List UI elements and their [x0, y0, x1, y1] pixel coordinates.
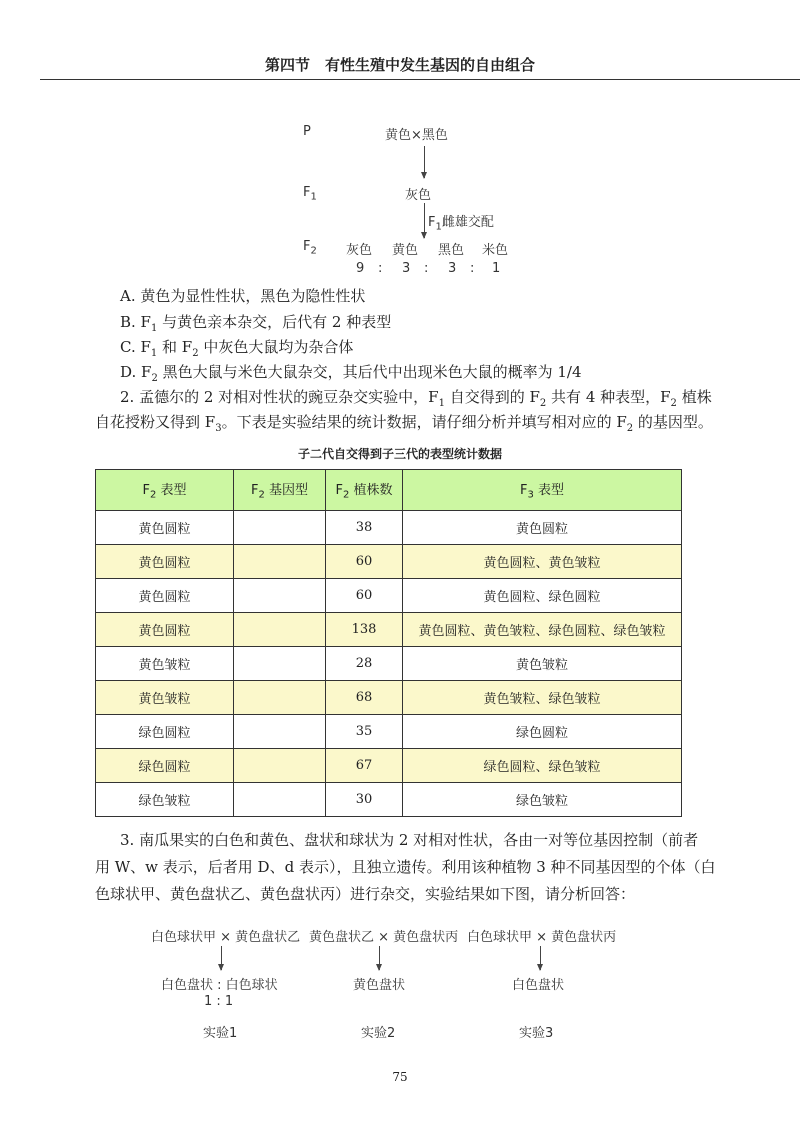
table-row	[96, 545, 682, 579]
genotype-cell	[234, 511, 326, 545]
ratio-value: 3	[402, 261, 411, 276]
count-cell: 28	[326, 647, 403, 681]
column-header: $F_3$ 表型	[403, 470, 682, 511]
f3-cell: 黄色圆粒	[403, 511, 682, 545]
table-row	[96, 715, 682, 749]
experiment-1-cross: 白色球状甲 × 黄色盘状乙	[151, 930, 301, 945]
table-header-row	[96, 470, 682, 511]
experiment-2-cross: 黄色盘状乙 × 黄色盘状丙	[309, 930, 459, 945]
experiment-3-label: 实验3	[519, 1026, 554, 1041]
genotype-cell	[234, 613, 326, 647]
count-cell: 60	[326, 579, 403, 613]
count-cell: 38	[326, 511, 403, 545]
experiment-2-result: 黄色盘状	[353, 978, 406, 993]
arrow-down-icon	[424, 146, 425, 178]
experiment-3-cross: 白色球状甲 × 黄色盘状丙	[467, 930, 617, 945]
phenotype-cell: 黄色圆粒	[96, 579, 234, 613]
f3-cell: 黄色皱粒	[403, 647, 682, 681]
f1-cross-note: $F_1$雌雄交配	[428, 215, 494, 233]
f3-cell: 绿色圆粒、绿色皱粒	[403, 749, 682, 783]
p-label: P	[303, 124, 311, 139]
genotype-cell	[234, 545, 326, 579]
genotype-cell	[234, 783, 326, 817]
arrow-down-icon	[540, 946, 541, 970]
ratio-sep: :	[378, 261, 383, 276]
arrow-down-icon	[424, 203, 425, 238]
q3-line3: 色球状甲、黄色盘状乙、黄色盘状丙）进行杂交，实验结果如下图，请分析回答：	[95, 885, 636, 903]
ratio-sep: :	[470, 261, 475, 276]
count-cell: 60	[326, 545, 403, 579]
q2-line2: 自花授粉又得到 $F_3$。下表是实验结果的统计数据，请仔细分析并填写相对应的 $F_2$ 的基因型。	[95, 413, 713, 434]
ratio-sep: :	[424, 261, 429, 276]
header-divider	[40, 79, 800, 80]
ratio-value: 3	[448, 261, 457, 276]
genotype-cell	[234, 579, 326, 613]
ratio-value: 9	[356, 261, 365, 276]
table-row	[96, 579, 682, 613]
f2-phenotype: 黄色	[392, 243, 419, 258]
q3-line1: 3. 南瓜果实的白色和黄色、盘状和球状为 2 对相对性状，各由一对等位基因控制（前者	[120, 831, 699, 849]
page-number: 75	[392, 1070, 408, 1084]
experiment-1-ratio: 1 : 1	[204, 994, 234, 1009]
table-row	[96, 749, 682, 783]
data-table	[95, 469, 682, 817]
f2-phenotype: 米色	[482, 243, 509, 258]
experiment-2-label: 实验2	[361, 1026, 396, 1041]
f1-label: $F_1$	[303, 185, 317, 203]
phenotype-cell: 黄色圆粒	[96, 511, 234, 545]
f2-phenotype: 黑色	[438, 243, 465, 258]
phenotype-cell: 黄色皱粒	[96, 647, 234, 681]
table-row	[96, 681, 682, 715]
f3-cell: 黄色圆粒、绿色圆粒	[403, 579, 682, 613]
f1-result: 灰色	[405, 188, 432, 203]
arrow-down-icon	[379, 946, 380, 970]
column-header: $F_2$ 表型	[96, 470, 234, 511]
count-cell: 68	[326, 681, 403, 715]
column-header: $F_2$ 基因型	[234, 470, 326, 511]
experiment-1-result: 白色盘状 : 白色球状	[161, 978, 278, 993]
phenotype-cell: 黄色圆粒	[96, 613, 234, 647]
experiment-3-result: 白色盘状	[512, 978, 565, 993]
experiment-1-label: 实验1	[203, 1026, 238, 1041]
q3-line2: 用 W、w 表示，后者用 D、d 表示），且独立遗传。利用该种植物 3 种不同基因型的个体（白	[95, 858, 716, 876]
f2-label: $F_2$	[303, 239, 317, 257]
phenotype-cell: 绿色皱粒	[96, 783, 234, 817]
f3-cell: 黄色皱粒、绿色皱粒	[403, 681, 682, 715]
option-a: A. 黄色为显性性状，黑色为隐性性状	[120, 287, 366, 305]
count-cell: 138	[326, 613, 403, 647]
running-header: 第四节 有性生殖中发生基因的自由组合	[264, 56, 535, 74]
f3-cell: 绿色圆粒	[403, 715, 682, 749]
column-header: $F_2$ 植株数	[326, 470, 403, 511]
ratio-value: 1	[492, 261, 501, 276]
f3-cell: 绿色皱粒	[403, 783, 682, 817]
table-row	[96, 511, 682, 545]
arrow-down-icon	[221, 946, 222, 970]
genotype-cell	[234, 647, 326, 681]
f2-phenotype: 灰色	[346, 243, 373, 258]
genotype-cell	[234, 749, 326, 783]
phenotype-cell: 绿色圆粒	[96, 749, 234, 783]
table-title: 子二代自交得到子三代的表型统计数据	[297, 447, 502, 461]
count-cell: 67	[326, 749, 403, 783]
count-cell: 35	[326, 715, 403, 749]
phenotype-cell: 绿色圆粒	[96, 715, 234, 749]
count-cell: 30	[326, 783, 403, 817]
option-d: D. $F_2$ 黑色大鼠与米色大鼠杂交，其后代中出现米色大鼠的概率为 1/4	[120, 363, 582, 384]
table-row	[96, 613, 682, 647]
table-row	[96, 783, 682, 817]
option-c: C. $F_1$ 和 $F_2$ 中灰色大鼠均为杂合体	[120, 338, 354, 359]
genotype-cell	[234, 715, 326, 749]
table-row	[96, 647, 682, 681]
p-cross: 黄色×黑色	[385, 128, 448, 143]
f3-cell: 黄色圆粒、黄色皱粒	[403, 545, 682, 579]
f3-cell: 黄色圆粒、黄色皱粒、绿色圆粒、绿色皱粒	[403, 613, 682, 647]
option-b: B. $F_1$ 与黄色亲本杂交，后代有 2 种表型	[120, 313, 392, 334]
phenotype-cell: 黄色圆粒	[96, 545, 234, 579]
q2-line1: 2. 孟德尔的 2 对相对性状的豌豆杂交实验中，$F_1$ 自交得到的 $F_2$ 共有 4 种表型，$F_2$ 植株	[120, 388, 712, 409]
phenotype-cell: 黄色皱粒	[96, 681, 234, 715]
genotype-cell	[234, 681, 326, 715]
